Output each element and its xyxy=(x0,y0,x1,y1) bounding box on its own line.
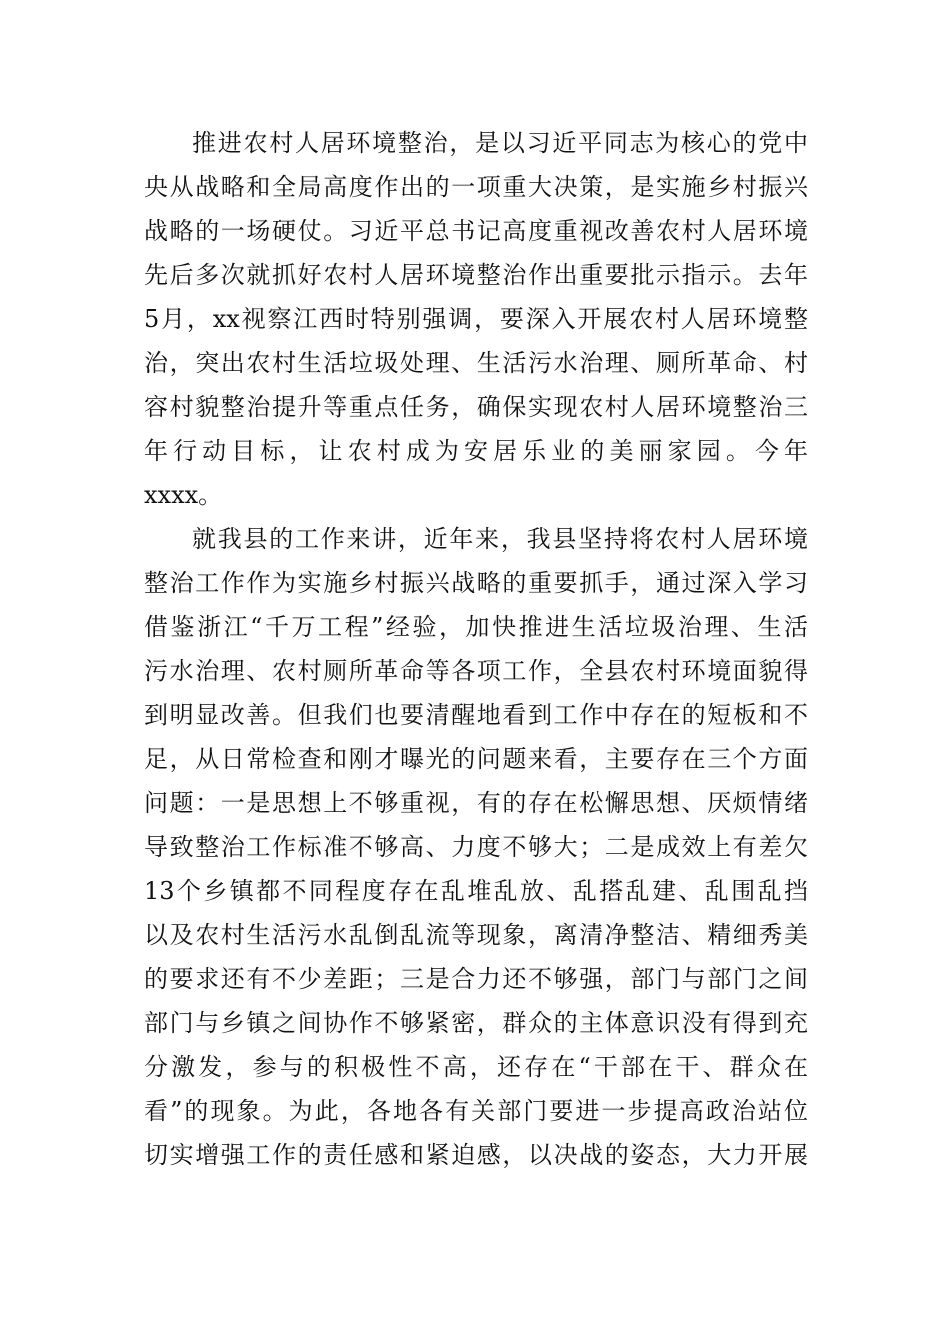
paragraph-line: 借鉴浙江“千万工程”经验，加快推进生活垃圾治理、生活 xyxy=(144,613,808,641)
paragraph-line: 分激发，参与的积极性不高，还存在“干部在干、群众在 xyxy=(144,1053,808,1081)
paragraph-line: 容村貌整治提升等重点任务，确保实现农村人居环境整治三 xyxy=(144,393,808,421)
document-body xyxy=(144,121,808,1177)
paragraph-line: 战略的一场硬仗。习近平总书记高度重视改善农村人居环境 xyxy=(144,217,808,245)
paragraph-line: 导致整治工作标准不够高、力度不够大；二是成效上有差欠 xyxy=(144,833,808,861)
paragraph-line: 切实增强工作的责任感和紧迫感，以决战的姿态，大力开展 xyxy=(144,1141,808,1169)
paragraph-line: 足，从日常检查和刚才曝光的问题来看，主要存在三个方面 xyxy=(144,745,808,773)
paragraph-line: 看”的现象。为此，各地各有关部门要进一步提高政治站位 xyxy=(144,1097,808,1125)
paragraph-line: 13个乡镇都不同程度存在乱堆乱放、乱搭乱建、乱围乱挡 xyxy=(144,877,808,905)
paragraph-line: 问题：一是思想上不够重视，有的存在松懈思想、厌烦情绪 xyxy=(144,789,808,817)
paragraph-line: 就我县的工作来讲，近年来，我县坚持将农村人居环境 xyxy=(192,525,808,553)
paragraph-line: 先后多次就抓好农村人居环境整治作出重要批示指示。去年 xyxy=(144,261,808,289)
paragraph-line: 整治工作作为实施乡村振兴战略的重要抓手，通过深入学习 xyxy=(144,569,808,597)
paragraph-line: 的要求还有不少差距；三是合力还不够强，部门与部门之间 xyxy=(144,965,808,993)
paragraph xyxy=(144,517,808,1177)
paragraph-line: 部门与乡镇之间协作不够紧密，群众的主体意识没有得到充 xyxy=(144,1009,808,1037)
paragraph-line: 推进农村人居环境整治，是以习近平同志为核心的党中 xyxy=(192,129,808,157)
paragraph-line: 年行动目标，让农村成为安居乐业的美丽家园。今年 xyxy=(144,437,808,465)
paragraph xyxy=(144,121,808,517)
paragraph-line: 治，突出农村生活垃圾处理、生活污水治理、厕所革命、村 xyxy=(144,349,808,377)
paragraph-line: 央从战略和全局高度作出的一项重大决策，是实施乡村振兴 xyxy=(144,173,808,201)
paragraph-line: 5月，xx视察江西时特别强调，要深入开展农村人居环境整 xyxy=(144,305,808,333)
paragraph-line: 以及农村生活污水乱倒乱流等现象，离清净整洁、精细秀美 xyxy=(144,921,808,949)
paragraph-line: xxxx。 xyxy=(144,481,223,509)
paragraph-line: 到明显改善。但我们也要清醒地看到工作中存在的短板和不 xyxy=(144,701,808,729)
paragraph-line: 污水治理、农村厕所革命等各项工作，全县农村环境面貌得 xyxy=(144,657,808,685)
